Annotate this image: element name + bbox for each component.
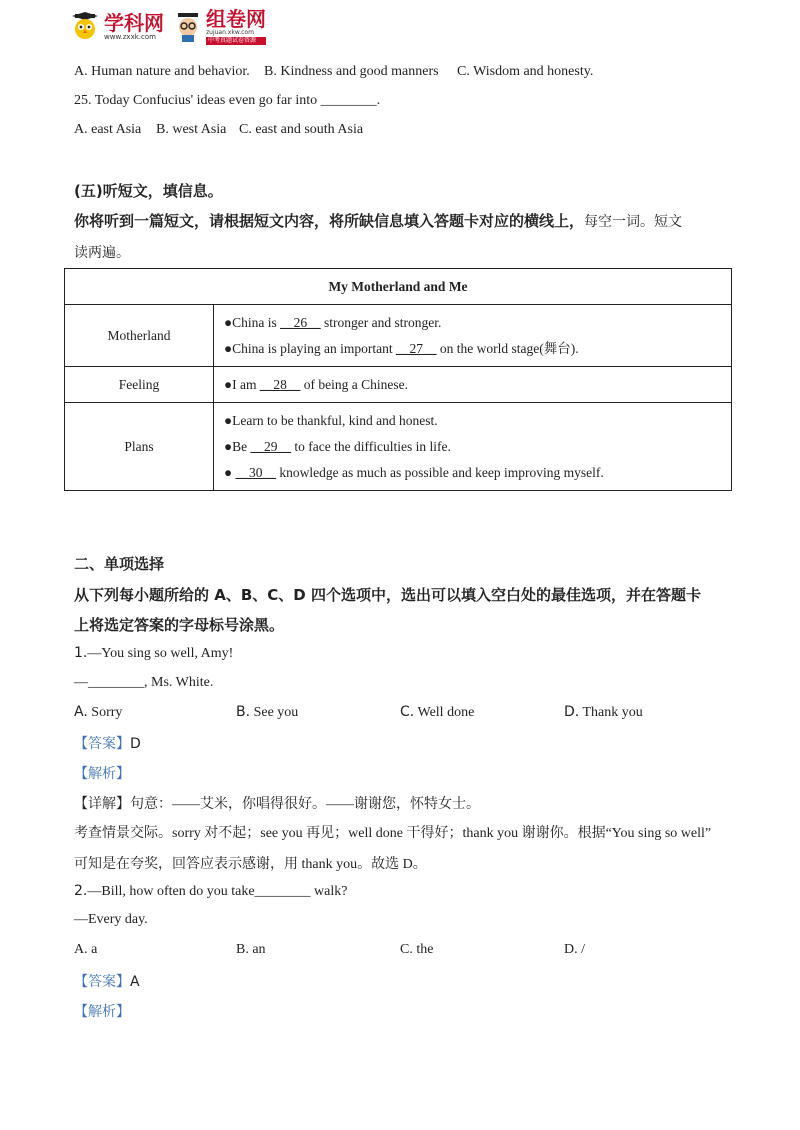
section5-instr-line2: 读两遍。 <box>74 246 130 261</box>
row-content-motherland <box>214 305 732 367</box>
q24-option-c: C. Wisdom and honesty. <box>457 64 594 79</box>
owl-mascot-icon <box>72 12 98 42</box>
q1-line-1: 1.—You sing so well, Amy! <box>74 645 234 661</box>
logo-zujuanwang <box>206 9 266 45</box>
q25-option-b: B. west Asia <box>156 122 227 137</box>
blank-30: __30__ <box>235 464 277 480</box>
q1-line-2: —________, Ms. White. <box>74 675 214 690</box>
logo-zujuanwang-url: zujuan.xkw.com <box>206 29 254 36</box>
q1-option-d: D. Thank you <box>564 704 643 720</box>
section5-instructions <box>74 210 682 231</box>
row-label-plans: Plans <box>65 403 214 491</box>
q1-option-a: A. Sorry <box>74 704 123 720</box>
row-content-feeling <box>214 367 732 403</box>
student-mascot-icon <box>176 12 200 42</box>
plans-line-2: ●Be __29__ to face the difficulties in life. <box>224 438 451 454</box>
blank-27: __27__ <box>396 340 437 356</box>
q2-analysis-label: 【解析】 <box>74 1005 130 1020</box>
blank-26: __26__ <box>280 314 321 330</box>
blank-29: __29__ <box>250 438 292 454</box>
section5-instr-bold: 你将听到一篇短文，请根据短文内容，将所缺信息填入答题卡对应的横线上， <box>74 212 585 230</box>
logo-zujuanwang-tagline: 中考真题试卷资源 <box>206 37 266 45</box>
section5-title: (五)听短文，填信息。 <box>74 182 223 200</box>
q2-line-1: 2.—Bill, how often do you take________ walk? <box>74 883 348 899</box>
header-logos <box>72 8 266 46</box>
table-title: My Motherland and Me <box>65 269 732 305</box>
info-table <box>64 268 732 491</box>
q2-option-d: D. / <box>564 942 586 957</box>
q1-analysis-label: 【解析】 <box>74 767 130 782</box>
q2-answer: 【答案】A <box>74 974 140 990</box>
row-label-feeling: Feeling <box>65 367 214 403</box>
table-row-feeling <box>65 367 732 403</box>
q25-stem: 25. Today Confucius' ideas even go far into ________. <box>74 93 381 108</box>
feeling-line-1: ●I am __28__ of being a Chinese. <box>224 376 409 392</box>
plans-line-1: ●Learn to be thankful, kind and honest. <box>224 412 438 428</box>
logo-xuekewang-name: 学科网 <box>104 11 164 35</box>
motherland-line-1: ●China is __26__ stronger and stronger. <box>224 314 442 330</box>
q25-option-c: C. east and south Asia <box>239 122 364 137</box>
row-content-plans <box>214 403 732 491</box>
motherland-line-2: ●China is playing an important __27__ on the world stage(舞台). <box>224 340 579 356</box>
q2-option-c: C. the <box>400 942 434 957</box>
q24-option-b: B. Kindness and good manners <box>264 64 439 79</box>
q1-option-b: B. See you <box>236 704 299 720</box>
logo-xuekewang <box>104 13 164 41</box>
row-label-motherland: Motherland <box>65 305 214 367</box>
q1-answer: 【答案】D <box>74 736 141 752</box>
q1-detail-2: 考查情景交际。sorry 对不起；see you 再见；well done 干得好；thank you 谢谢你。根据“You sing so well” <box>74 826 712 841</box>
logo-zujuanwang-name: 组卷网 <box>206 7 266 31</box>
blank-28: __28__ <box>259 376 301 392</box>
table-row-motherland <box>65 305 732 367</box>
q2-line-2: —Every day. <box>74 912 148 927</box>
q1-detail-1: 【详解】句意：——艾米，你唱得很好。——谢谢您，怀特女士。 <box>74 797 480 812</box>
q24-option-a: A. Human nature and behavior. <box>74 64 250 79</box>
part2-title: 二、单项选择 <box>74 555 165 573</box>
table-row-plans <box>65 403 732 491</box>
q1-option-c: C. Well done <box>400 704 475 720</box>
part2-instr-1: 从下列每小题所给的 A、B、C、D 四个选项中，选出可以填入空白处的最佳选项，并在答题卡 <box>74 586 701 604</box>
q2-option-a: A. a <box>74 942 98 957</box>
plans-line-3: ● __30__ knowledge as much as possible and keep improving myself. <box>224 464 604 480</box>
q2-option-b: B. an <box>236 942 266 957</box>
part2-instr-2: 上将选定答案的字母标号涂黑。 <box>74 616 285 634</box>
logo-xuekewang-url: www.zxxk.com <box>104 33 156 41</box>
q1-detail-3: 可知是在夸奖，回答应表示感谢，用 thank you。故选 D。 <box>74 857 427 872</box>
q25-option-a: A. east Asia <box>74 122 142 137</box>
section5-instr-rest: 每空一词。短文 <box>584 215 683 230</box>
